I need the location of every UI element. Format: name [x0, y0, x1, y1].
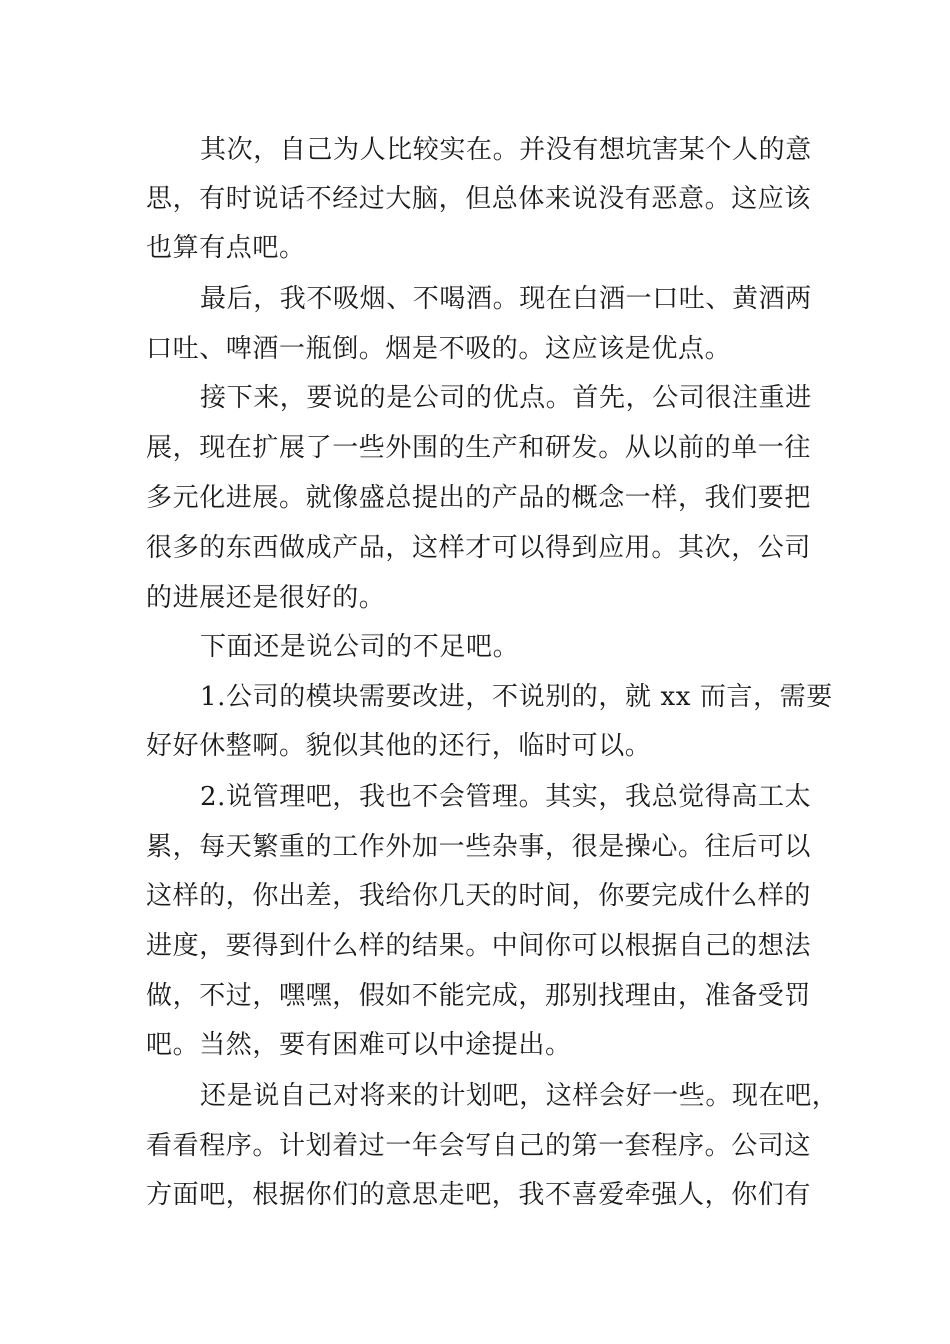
- text-line: 做，不过，嘿嘿，假如不能完成，那别找理由，准备受罚: [146, 981, 812, 1011]
- text-line: 吧。当然，要有困难可以中途提出。: [146, 1030, 572, 1060]
- text-line: 接下来，要说的是公司的优点。首先，公司很注重进: [200, 383, 812, 413]
- text-line: 最后，我不吸烟、不喝酒。现在白酒一口吐、黄酒两: [200, 284, 812, 314]
- text-line: 这样的，你出差，我给你几天的时间，你要完成什么样的: [146, 881, 812, 911]
- text-line: 其次，自己为人比较实在。并没有想坑害某个人的意: [200, 135, 812, 165]
- text-line: 还是说自己对将来的计划吧，这样会好一些。现在吧，: [200, 1081, 839, 1111]
- text-line: 很多的东西做成产品，这样才可以得到应用。其次，公司: [146, 533, 812, 563]
- text-line: 下面还是说公司的不足吧。: [200, 632, 520, 662]
- text-line: 看看程序。计划着过一年会写自己的第一套程序。公司这: [146, 1131, 812, 1161]
- text-line: 好好休整啊。貌似其他的还行，临时可以。: [146, 731, 652, 761]
- text-line: 思，有时说话不经过大脑，但总体来说没有恶意。这应该: [146, 184, 812, 214]
- text-line: 多元化进展。就像盛总提出的产品的概念一样，我们要把: [146, 483, 812, 513]
- text-line: 方面吧，根据你们的意思走吧，我不喜爱牵强人，你们有: [146, 1180, 812, 1210]
- text-line: 展，现在扩展了一些外围的生产和研发。从以前的单一往: [146, 433, 812, 463]
- text-line: 口吐、啤酒一瓶倒。烟是不吸的。这应该是优点。: [146, 334, 732, 364]
- text-line: 2.说管理吧，我也不会管理。其实，我总觉得高工太: [200, 782, 812, 812]
- text-line: 累，每天繁重的工作外加一些杂事，很是操心。往后可以: [146, 832, 812, 862]
- text-line: 1.公司的模块需要改进，不说别的，就 xx 而言，需要: [200, 682, 833, 712]
- text-line: 的进展还是很好的。: [146, 583, 386, 613]
- text-line: 也算有点吧。: [146, 233, 306, 263]
- text-line: 进度，要得到什么样的结果。中间你可以根据自己的想法: [146, 931, 812, 961]
